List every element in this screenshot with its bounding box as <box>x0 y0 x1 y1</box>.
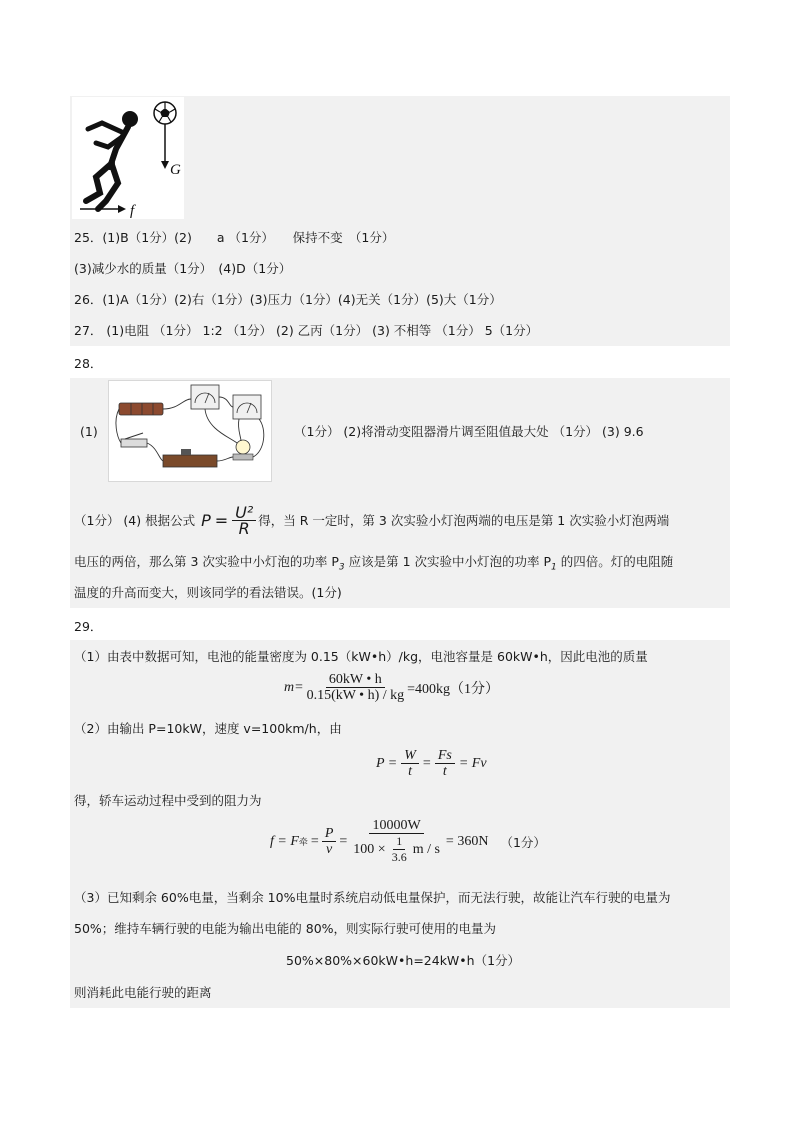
eq2-fraction-1 <box>401 748 419 779</box>
q27-line1: 27． (1)电阻 （1分） 1:2 （1分） (2) 乙丙（1分） (3) 不相等 （1分） 5（1分） <box>74 323 539 338</box>
eq3-den-pre: 100 × <box>353 842 386 857</box>
p1-subscript: 1 <box>551 562 557 573</box>
eq3-lhs: f = F <box>270 833 299 849</box>
formula-lhs: P <box>201 510 211 530</box>
force-diagram-figure <box>72 97 184 219</box>
eq3-fraction-1 <box>322 826 337 857</box>
eq3-fraction-2 <box>350 818 443 865</box>
q28-power-formula: P = $\frac{\text{U²}}{R}$ <box>201 505 256 536</box>
q28-part1-rest: （1分） (2)将滑动变阻器滑片调至阻值最大处 （1分） (3) 9.6 <box>294 424 644 439</box>
gravity-label: G <box>170 162 181 178</box>
eq2-f2-num: Fs <box>435 748 455 764</box>
q28-line3-c: 的四倍。灯的电阻随 <box>556 554 674 569</box>
eq1-denominator: 0.15(kW • h) / kg <box>306 688 405 703</box>
q28-line2-pre: （1分） (4) 根据公式 <box>74 512 196 528</box>
q29-p6: 则消耗此电能行驶的距离 <box>74 985 212 1000</box>
eq3-score: （1分） <box>500 834 546 850</box>
q29-eq-force: f = F 牵 = $\frac{P}{v}$ = 10000W 100 × $\frac{1}{3.6}$ m / s = 360N （1分） <box>270 818 546 864</box>
eq3-subscript: 牵 <box>298 837 308 847</box>
eq1-rhs: =400kg（1分） <box>407 681 500 697</box>
eq2-lhs: P = <box>376 755 398 771</box>
eq3-f1-num: P <box>322 826 337 842</box>
q28-line3-a: 电压的两倍，那么第 3 次实验中小灯泡的功率 P <box>74 554 339 569</box>
formula-numerator: U² <box>232 505 256 521</box>
eq1-lhs: m= <box>284 679 304 695</box>
q29-eq-energy: 50%×80%×60kW•h=24kW•h（1分） <box>286 953 521 968</box>
q29-eq-mass <box>284 672 499 703</box>
q28-line4: 温度的升高而变大，则该同学的看法错误。(1分) <box>74 585 342 600</box>
formula-fraction <box>232 505 256 536</box>
eq3-rhs: = 360N <box>445 833 489 849</box>
eq3-den-frac <box>389 834 410 865</box>
q28-line3-b: 应该是第 1 次实验中小灯泡的功率 P <box>344 554 552 569</box>
eq3-den-frac-den: 3.6 <box>391 850 407 864</box>
eq3-f2-num: 10000W <box>369 818 423 834</box>
q29-eq-power: P = $\frac{W}{t}$ = $\frac{Fs}{t}$ = Fv <box>376 748 487 779</box>
q29-p3: 得，轿车运动过程中受到的阻力为 <box>74 793 262 808</box>
q29-number: 29． <box>74 619 103 634</box>
eq3-f1-den: v <box>325 842 333 857</box>
q29-p2: （2）由输出 P=10kW，速度 v=100km/h，由 <box>74 721 342 736</box>
eq1-fraction <box>304 672 408 703</box>
p3-subscript: 3 <box>338 562 345 573</box>
q25-line1: 25．(1)B（1分）(2) a （1分） 保持不变 （1分） <box>74 230 395 245</box>
q28-line2 <box>74 505 669 536</box>
q28-part1-label: (1) <box>80 424 98 439</box>
q26-line1: 26．(1)A（1分）(2)右（1分）(3)压力（1分）(4)无关（1分）(5)大（1分） <box>74 292 502 307</box>
eq2-rhs: = Fv <box>458 755 487 771</box>
eq3-den-post: m / s <box>412 842 440 857</box>
eq3-f2-den <box>350 834 443 865</box>
eq2-f2-den: t <box>442 764 447 779</box>
q28-line2-post: 得，当 R 一定时，第 3 次实验小灯泡两端的电压是第 1 次实验小灯泡两端 <box>258 512 670 528</box>
q28-number: 28． <box>74 356 103 371</box>
eq2-f1-den: t <box>408 764 413 779</box>
q29-p1: （1）由表中数据可知，电池的能量密度为 0.15（kW•h）/kg，电池容量是 60kW•h，因此电池的质量 <box>74 649 648 664</box>
formula-denominator: R <box>238 519 250 538</box>
eq3-den-frac-num: 1 <box>393 834 405 850</box>
friction-label: f <box>130 203 135 219</box>
eq2-f1-num: W <box>401 748 419 764</box>
q29-p4: （3）已知剩余 60%电量，当剩余 10%电量时系统启动低电量保护，而无法行驶，故能让汽车行驶的电量为 <box>74 890 671 905</box>
eq2-fraction-2 <box>435 748 455 779</box>
eq1-numerator: 60kW • h <box>326 672 385 688</box>
q28-line3 <box>74 553 673 577</box>
q25-line2: (3)减少水的质量（1分） (4)D（1分） <box>74 261 292 276</box>
circuit-diagram-photo <box>108 380 272 482</box>
q29-p5: 50%；维持车辆行驶的电能为输出电能的 80%，则实际行驶可使用的电量为 <box>74 921 497 936</box>
